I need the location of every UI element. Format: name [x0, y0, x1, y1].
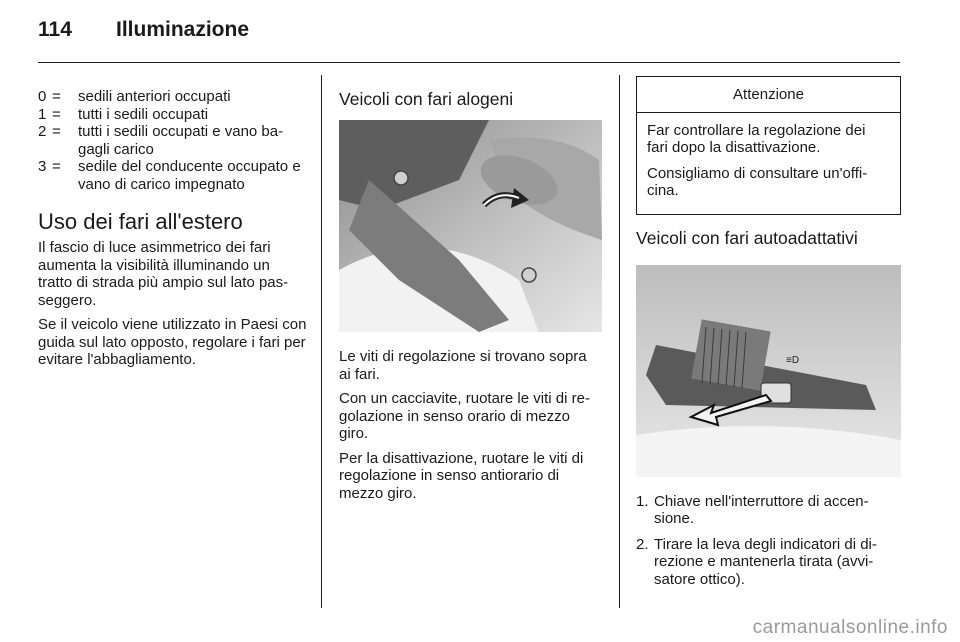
svg-text:≡D: ≡D — [786, 354, 800, 366]
column-middle — [339, 88, 602, 509]
step-number: 1. — [636, 492, 649, 510]
definition-equals: = — [52, 88, 61, 105]
warning-paragraph: Far controllare la regolazione dei fari dopo la disattivazione. — [647, 121, 866, 156]
watermark: carmanualsonline.info — [752, 617, 948, 638]
paragraph: Per la disattivazione, ruotare le viti di regolazione in senso antiorario di mezzo giro. — [339, 449, 584, 502]
warning-body — [637, 113, 900, 214]
definition-value: tutti i sedili occupati — [78, 105, 209, 123]
definition-equals: = — [52, 123, 61, 140]
definition-item — [38, 106, 308, 124]
chapter-title: Illuminazione — [116, 18, 250, 41]
step-text: Chiave nell'interruttore di accen-sione. — [654, 492, 869, 527]
column-divider-1 — [321, 75, 322, 608]
subsection-heading: Veicoli con fari alogeni — [339, 89, 514, 109]
definition-key: 0 — [38, 88, 47, 105]
paragraph: Le viti di regolazione si trovano sopra ai fari. — [339, 348, 587, 383]
warning-box — [636, 76, 901, 215]
header-divider — [38, 62, 900, 63]
paragraph: Con un cacciavite, ruotare le viti di re-golazione in senso orario di mezzo giro. — [339, 390, 590, 442]
definition-value: sedile del conducente occupato e vano di carico impegnato — [78, 158, 301, 193]
step-text: Tirare la leva degli indicatori di di-rezione e mantenerla tirata (avvi-satore ottico). — [654, 535, 877, 588]
turn-signal-lever-image — [636, 265, 901, 477]
definition-value: tutti i sedili occupati e vano ba-gagli carico — [78, 123, 284, 158]
definition-item — [38, 123, 308, 158]
paragraph: Il fascio di luce asimmetrico dei fari aumenta la visibilità illuminando un tratto di strada più ampio sul lato pas-seggero. — [38, 239, 289, 309]
headlamp-adjustment-illustration — [339, 120, 602, 332]
section-title: Uso dei fari all'estero — [38, 209, 243, 234]
definition-list — [38, 88, 308, 193]
definition-key: 2 — [38, 123, 47, 140]
definition-key: 1 — [38, 105, 47, 123]
warning-paragraph: Consigliamo di consultare un'offi-cina. — [647, 164, 868, 199]
warning-title: Attenzione — [637, 77, 900, 113]
headlamp-screw-image — [339, 120, 602, 332]
step-number: 2. — [636, 535, 649, 553]
page-number: 114 — [38, 18, 72, 41]
paragraph: Se il veicolo viene utilizzato in Paesi con guida sul lato opposto, regolare i fari per evitare l'abbagliamento. — [38, 316, 307, 368]
column-left — [38, 88, 308, 376]
list-item — [636, 493, 901, 528]
definition-item — [38, 158, 308, 193]
definition-equals: = — [52, 158, 61, 175]
definition-key: 3 — [38, 158, 47, 175]
definition-equals: = — [52, 105, 61, 123]
column-divider-2 — [619, 75, 620, 608]
step-list — [636, 493, 901, 589]
definition-value: sedili anteriori occupati — [78, 88, 231, 105]
column-right — [636, 88, 901, 596]
definition-item — [38, 88, 308, 106]
list-item — [636, 536, 901, 589]
subsection-heading: Veicoli con fari autoadattativi — [636, 227, 858, 248]
lever-illustration — [636, 265, 901, 477]
